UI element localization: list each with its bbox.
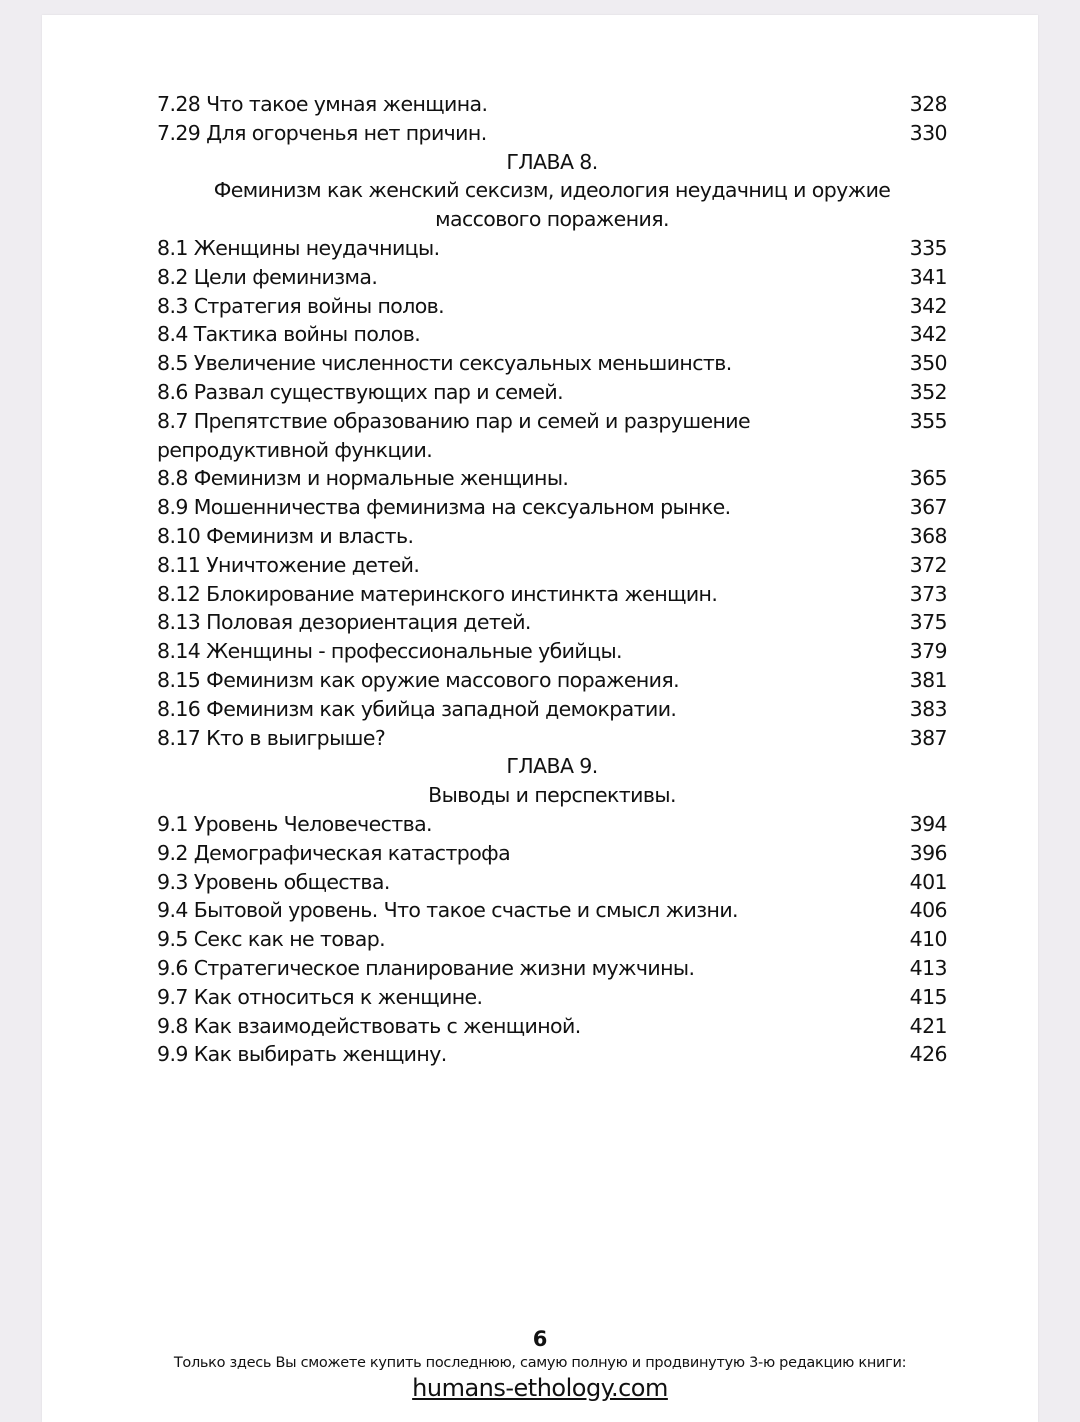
toc-entry-title: 8.14 Женщины - профессиональные убийцы. <box>157 639 622 664</box>
toc-entry-page: 350 <box>909 351 947 376</box>
toc-entry[interactable] <box>157 407 947 465</box>
toc-entry-page: 375 <box>909 610 947 635</box>
toc-entry[interactable] <box>157 119 947 148</box>
toc-entry-title: 8.10 Феминизм и власть. <box>157 523 414 548</box>
toc-entry[interactable] <box>157 1040 947 1069</box>
toc-entry-page: 394 <box>909 811 947 836</box>
toc-entry-page: 342 <box>909 322 947 347</box>
toc-entry-title: 7.29 Для огорченья нет причин. <box>157 120 487 145</box>
toc-entry-page: 352 <box>909 379 947 404</box>
toc-entry-page: 373 <box>909 581 947 606</box>
toc-entry-title: 8.16 Феминизм как убийца западной демократии. <box>157 696 677 721</box>
toc-entry[interactable] <box>157 263 947 292</box>
toc-entry-title: 9.6 Стратегическое планирование жизни мужчины. <box>157 955 695 980</box>
toc-entry-title: 9.5 Секс как не товар. <box>157 927 386 952</box>
toc-entry-page: 421 <box>909 1013 947 1038</box>
toc-entry-page: 413 <box>909 955 947 980</box>
toc-entry-title: 8.3 Стратегия войны полов. <box>157 293 445 318</box>
chapter-9-entries <box>157 810 947 1069</box>
promo-text: Только здесь Вы сможете купить последнюю, самую полную и продвинутую 3-ю редакцию книги: <box>173 1355 907 1371</box>
toc-entry-title: 9.1 Уровень Человечества. <box>157 811 432 836</box>
toc-entry-page: 379 <box>909 639 947 664</box>
toc-entry[interactable] <box>157 551 947 580</box>
toc-entry[interactable] <box>157 234 947 263</box>
toc-entry-page: 341 <box>909 264 947 289</box>
toc-entry-title: 9.2 Демографическая катастрофа <box>157 840 511 865</box>
website-link[interactable]: humans-ethology.com <box>412 1374 668 1402</box>
toc-entry-title: 7.28 Что такое умная женщина. <box>157 92 488 116</box>
toc-entry[interactable] <box>157 637 947 666</box>
toc-entry-page: 328 <box>909 92 947 116</box>
toc-entry[interactable] <box>157 292 947 321</box>
toc-entry-title: 8.11 Уничтожение детей. <box>157 552 420 577</box>
toc-entry-title: 8.12 Блокирование материнского инстинкта женщин. <box>157 581 718 606</box>
toc-entry-title: 8.8 Феминизм и нормальные женщины. <box>157 466 569 491</box>
toc-entry-page: 396 <box>909 840 947 865</box>
toc-entry-page: 368 <box>909 523 947 548</box>
toc-entry[interactable] <box>157 522 947 551</box>
toc-entry-page: 406 <box>909 898 947 923</box>
toc-entry-page: 335 <box>909 235 947 260</box>
toc-entry[interactable] <box>157 378 947 407</box>
toc-entry-title: 8.9 Мошенничества феминизма на сексуальном рынке. <box>157 495 731 520</box>
table-of-contents <box>157 90 947 1069</box>
page-number: 6 <box>532 1327 548 1351</box>
toc-entry-page: 381 <box>909 667 947 692</box>
toc-entry-title: 8.15 Феминизм как оружие массового поражения. <box>157 667 680 692</box>
toc-entry-page: 342 <box>909 293 947 318</box>
toc-entry[interactable] <box>157 464 947 493</box>
toc-entry[interactable] <box>157 983 947 1012</box>
toc-entry-page: 426 <box>909 1042 947 1067</box>
toc-entry[interactable] <box>157 868 947 897</box>
toc-entry[interactable] <box>157 349 947 378</box>
toc-entry[interactable] <box>157 666 947 695</box>
toc-entry[interactable] <box>157 608 947 637</box>
toc-entry[interactable] <box>157 896 947 925</box>
chapter-8-heading: ГЛАВА 8. <box>506 149 598 174</box>
toc-entry-page: 401 <box>909 869 947 894</box>
toc-entry-title: 9.7 Как относиться к женщине. <box>157 984 483 1009</box>
toc-entry[interactable] <box>157 90 947 119</box>
toc-entry-page: 372 <box>909 552 947 577</box>
toc-entry-page: 355 <box>909 408 947 433</box>
toc-entry[interactable] <box>157 695 947 724</box>
toc-entry-page: 383 <box>909 696 947 721</box>
toc-entry-page: 415 <box>909 984 947 1009</box>
toc-entry[interactable] <box>157 839 947 868</box>
toc-entry-title: 8.5 Увеличение численности сексуальных меньшинств. <box>157 351 732 376</box>
toc-entry-title: 8.2 Цели феминизма. <box>157 264 378 289</box>
toc-entry-page: 367 <box>909 495 947 520</box>
toc-entry-title: 9.9 Как выбирать женщину. <box>157 1042 447 1067</box>
toc-entry-title: 9.4 Бытовой уровень. Что такое счастье и смысл жизни. <box>157 898 738 923</box>
toc-entry-page: 387 <box>909 725 947 750</box>
toc-entry-title: 8.4 Тактика войны полов. <box>157 322 421 347</box>
toc-entry[interactable] <box>157 580 947 609</box>
toc-entry-title: 8.13 Половая дезориентация детей. <box>157 610 531 635</box>
toc-entry-page: 330 <box>909 120 947 145</box>
toc-entry-title: 8.7 Препятствие образованию пар и семей и разрушение репродуктивной функции. <box>157 408 751 462</box>
toc-entry-title: 9.8 Как взаимодействовать с женщиной. <box>157 1013 581 1038</box>
chapter-8-entries <box>157 234 947 752</box>
toc-entry[interactable] <box>157 810 947 839</box>
toc-entry[interactable] <box>157 724 947 753</box>
toc-entry-title: 8.17 Кто в выигрыше? <box>157 725 386 750</box>
chapter-8-subtitle: Феминизм как женский сексизм, идеология неудачниц и оружие массового поражения. <box>213 178 891 232</box>
toc-entry-title: 8.1 Женщины неудачницы. <box>157 235 440 260</box>
chapter-9-heading: ГЛАВА 9. <box>506 754 598 779</box>
toc-entry-page: 410 <box>909 927 947 952</box>
toc-entry[interactable] <box>157 925 947 954</box>
toc-entry[interactable] <box>157 1012 947 1041</box>
toc-entry-page: 365 <box>909 466 947 491</box>
document-page <box>42 15 1038 1422</box>
toc-entry[interactable] <box>157 320 947 349</box>
toc-entry-title: 8.6 Развал существующих пар и семей. <box>157 379 564 404</box>
page-footer <box>42 1327 1038 1403</box>
toc-entry-title: 9.3 Уровень общества. <box>157 869 390 894</box>
toc-entry[interactable] <box>157 954 947 983</box>
chapter-9-subtitle: Выводы и перспективы. <box>428 783 676 808</box>
toc-entry[interactable] <box>157 493 947 522</box>
